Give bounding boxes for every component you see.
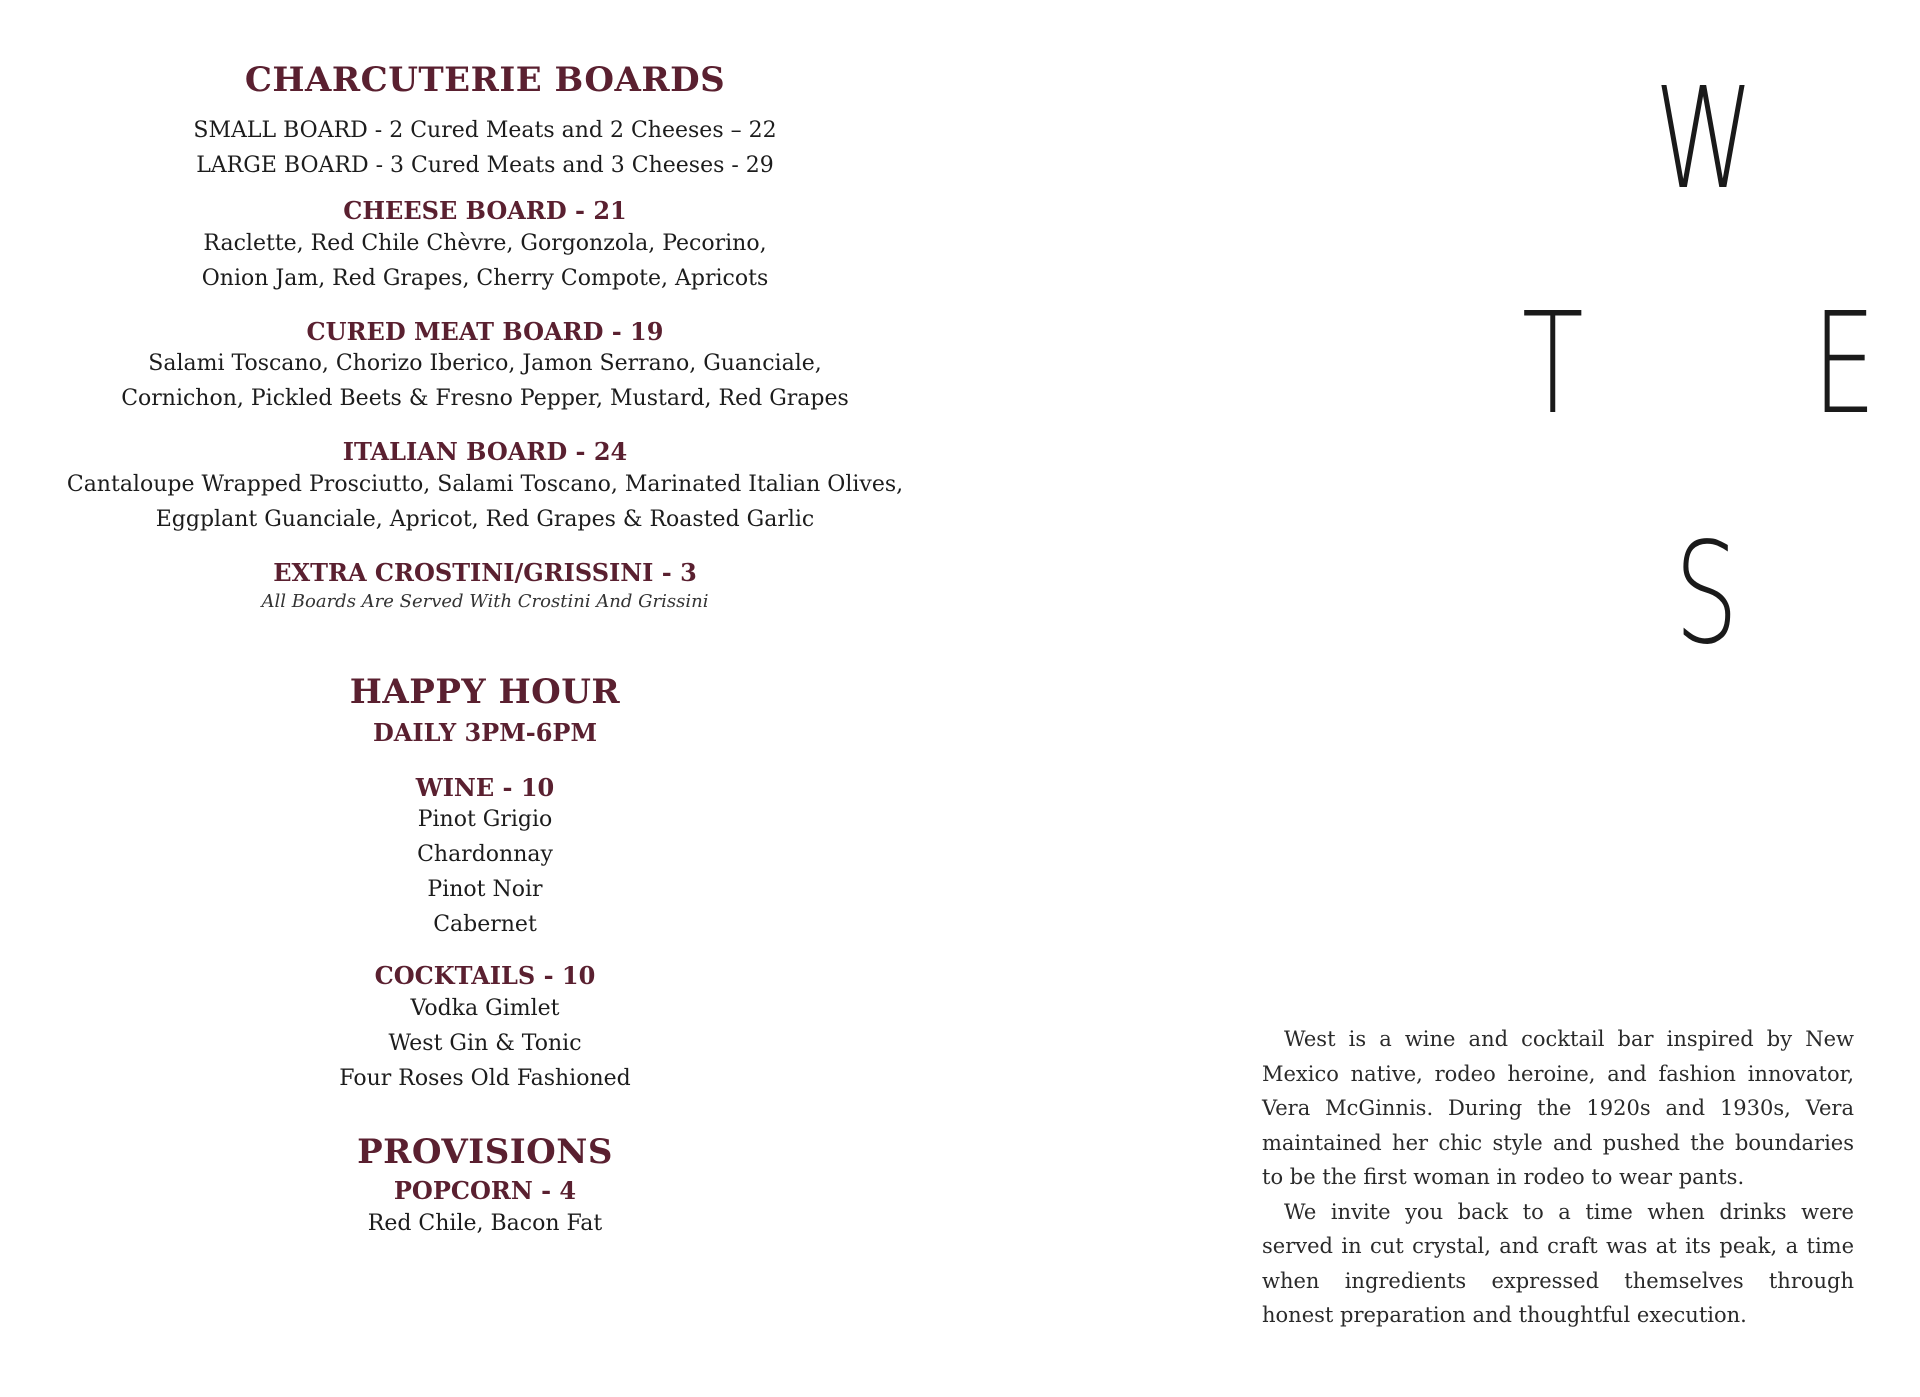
about-text [1262, 1022, 1854, 1333]
about-paragraph: West is a wine and cocktail bar inspired by New Mexico native, rodeo heroine, and fashion innovator, Vera McGinnis. During the 1920s and 1930s, Vera maintained her chic style and pushed the boundaries to be the first woman in rodeo to wear pants. [1262, 1027, 1854, 1189]
cocktail-item: Four Roses Old Fashioned [339, 1066, 631, 1092]
large-board-line: LARGE BOARD - 3 Cured Meats and 3 Cheeses - 29 [196, 152, 774, 178]
wine-title: WINE - 10 [415, 772, 555, 802]
italian-board [40, 438, 930, 537]
extra-crostini [40, 559, 930, 616]
cocktail-item: West Gin & Tonic [388, 1031, 582, 1057]
cocktails-title: COCKTAILS - 10 [374, 961, 596, 991]
popcorn-title: POPCORN - 4 [393, 1175, 577, 1205]
extra-crostini-title: EXTRA CROSTINI/GRISSINI - 3 [273, 558, 697, 588]
provisions-section [40, 1132, 930, 1241]
logo-letter-s: S [1674, 513, 1739, 676]
menu-column [40, 60, 930, 1241]
wine-item: Pinot Grigio [417, 807, 553, 833]
popcorn-description: Red Chile, Bacon Fat [367, 1210, 603, 1236]
happy-hour-title: HAPPY HOUR [349, 671, 621, 712]
logo-letter-t: T [1521, 283, 1584, 446]
logo-letter-e: E [1812, 283, 1877, 446]
cheese-board-line: Onion Jam, Red Grapes, Cherry Compote, Apricots [201, 265, 769, 291]
wine-item: Pinot Noir [427, 877, 543, 903]
cured-meat-board-line: Salami Toscano, Chorizo Iberico, Jamon Serrano, Guanciale, [148, 351, 822, 377]
boards-served-note: All Boards Are Served With Crostini And Grissini [261, 590, 709, 612]
italian-board-line: Eggplant Guanciale, Apricot, Red Grapes & Roasted Garlic [155, 507, 815, 533]
happy-hour-section [40, 672, 930, 1096]
wine-group [40, 774, 930, 943]
about-paragraph: We invite you back to a time when drinks were served in cut crystal, and craft was at its peak, a time when ingredients expressed themselves through honest preparation and thoughtful execution. [1262, 1199, 1854, 1327]
small-board-line: SMALL BOARD - 2 Cured Meats and 2 Cheeses – 22 [193, 117, 777, 143]
happy-hour-hours: DAILY 3PM-6PM [372, 717, 598, 747]
cocktail-item: Vodka Gimlet [410, 996, 560, 1022]
charcuterie-section [40, 60, 930, 616]
italian-board-title: ITALIAN BOARD - 24 [342, 437, 628, 467]
cured-meat-board [40, 318, 930, 417]
cured-meat-board-line: Cornichon, Pickled Beets & Fresno Pepper, Mustard, Red Grapes [121, 386, 849, 412]
cheese-board-title: CHEESE BOARD - 21 [343, 195, 627, 225]
cheese-board-line: Raclette, Red Chile Chèvre, Gorgonzola, Pecorino, [203, 230, 767, 256]
logo-letter-w: W [1654, 58, 1755, 221]
wine-item: Chardonnay [417, 842, 553, 868]
cheese-board [40, 197, 930, 296]
cocktails-group [40, 962, 930, 1096]
cured-meat-board-title: CURED MEAT BOARD - 19 [306, 316, 664, 346]
wine-item: Cabernet [433, 912, 537, 938]
charcuterie-title: CHARCUTERIE BOARDS [244, 60, 726, 100]
provisions-title: PROVISIONS [357, 1132, 613, 1173]
italian-board-line: Cantaloupe Wrapped Prosciutto, Salami Toscano, Marinated Italian Olives, [66, 472, 904, 498]
